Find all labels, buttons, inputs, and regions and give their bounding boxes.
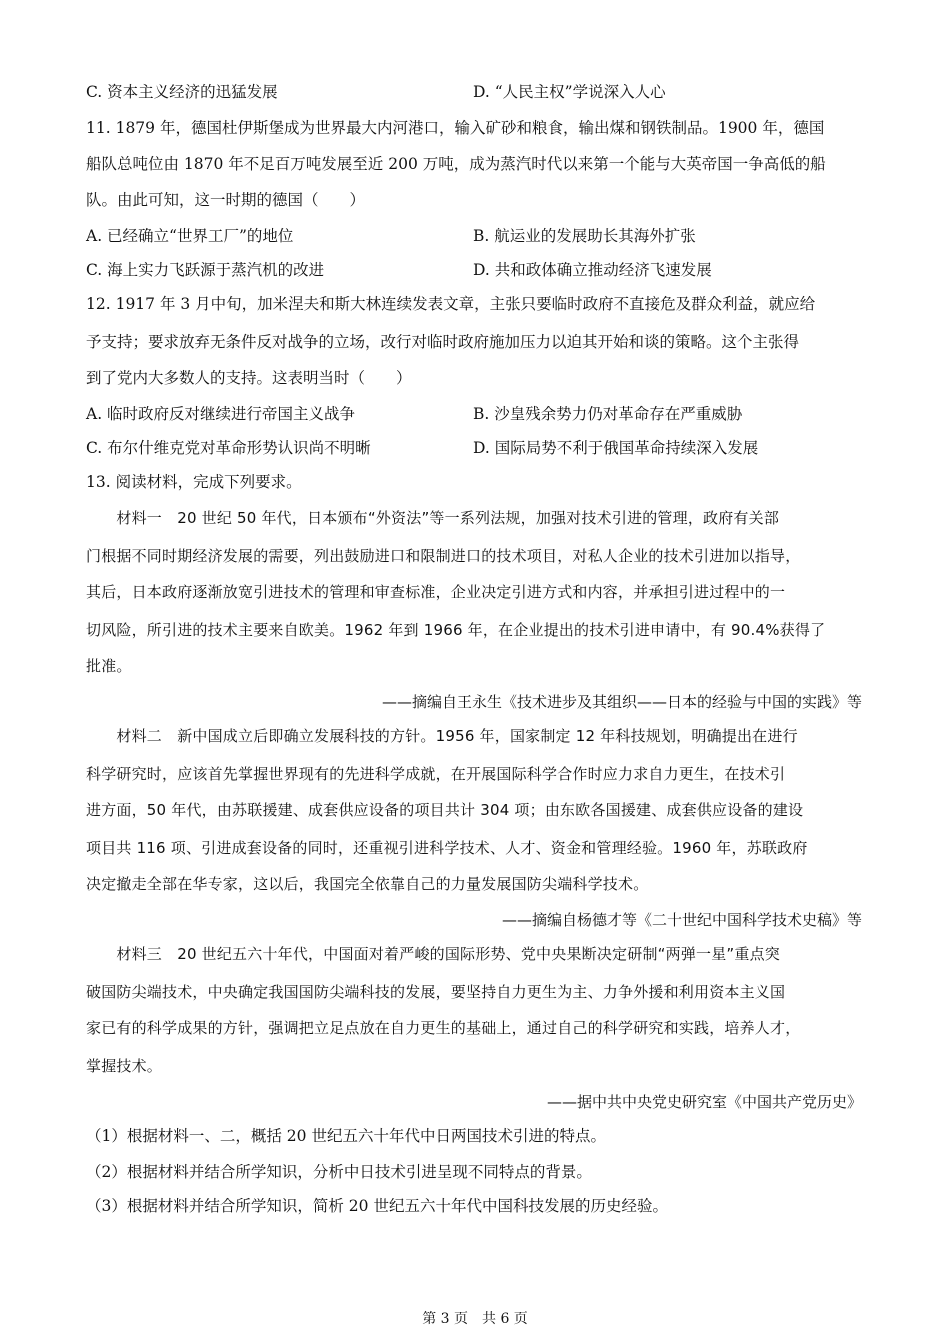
- q12-stem-line: 12. 1917 年 3 月中旬，加米涅夫和斯大林连续发表文章，主张只要临时政府不直接危及群众利益，就应给: [86, 295, 816, 313]
- material3-line: 掌握技术。: [86, 1057, 163, 1075]
- material3-source: ——据中共中央党史研究室《中国共产党历史》: [546, 1093, 862, 1111]
- material2-line: 决定撤走全部在华专家，这以后，我国完全依靠自己的力量发展国防尖端科学技术。: [86, 875, 649, 893]
- q11-option-b: B. 航运业的发展助长其海外扩张: [473, 227, 696, 245]
- q12-option-d: D. 国际局势不利于俄国革命持续深入发展: [473, 439, 759, 457]
- q11-option-d: D. 共和政体确立推动经济飞速发展: [473, 261, 712, 279]
- material1-source: ——摘编自王永生《技术进步及其组织——日本的经验与中国的实践》等: [381, 693, 862, 711]
- q13-sub-question: （1）根据材料一、二，概括 20 世纪五六十年代中日两国技术引进的特点。: [86, 1127, 606, 1145]
- q12-option-b: B. 沙皇残余势力仍对革命存在严重威胁: [473, 405, 743, 423]
- material3-line: 材料三 20 世纪五六十年代，中国面对着严峻的国际形势、党中央果断决定研制“两弹一星”重点突: [86, 945, 781, 963]
- q13-title: 13. 阅读材料，完成下列要求。: [86, 473, 302, 491]
- material1-line: 批准。: [86, 657, 132, 675]
- q13-sub-question: （3）根据材料并结合所学知识，简析 20 世纪五六十年代中国科技发展的历史经验。: [86, 1197, 668, 1215]
- material1-line: 切风险，所引进的技术主要来自欧美。1962 年到 1966 年，在企业提出的技术引进申请中，有 90.4%获得了: [86, 621, 826, 639]
- q13-sub-question: （2）根据材料并结合所学知识，分析中日技术引进呈现不同特点的背景。: [86, 1163, 592, 1181]
- q12-option-c: C. 布尔什维克党对革命形势认识尚不明晰: [86, 439, 371, 457]
- material2-line: 项目共 116 项、引进成套设备的同时，还重视引进科学技术、人才、资金和管理经验。1960 年，苏联政府: [86, 839, 808, 857]
- q10-option-d: D. “人民主权”学说深入人心: [473, 83, 666, 101]
- q12-option-a: A. 临时政府反对继续进行帝国主义战争: [86, 405, 356, 423]
- q11-stem-line: 队。由此可知，这一时期的德国（ ）: [86, 191, 366, 209]
- material1-line: 材料一 20 世纪 50 年代，日本颁布“外资法”等一系列法规，加强对技术引进的管理，政府有关部: [86, 509, 780, 527]
- material2-line: 材料二 新中国成立后即确立发展科技的方针。1956 年，国家制定 12 年科技规划，明确提出在进行: [86, 727, 798, 745]
- material1-line: 门根据不同时期经济发展的需要，列出鼓励进口和限制进口的技术项目，对私人企业的技术引进加以指导，: [86, 547, 801, 565]
- q12-stem-line: 到了党内大多数人的支持。这表明当时（ ）: [86, 369, 412, 387]
- q11-option-c: C. 海上实力飞跃源于蒸汽机的改进: [86, 261, 325, 279]
- material2-source: ——摘编自杨德才等《二十世纪中国科学技术史稿》等: [501, 911, 862, 929]
- material1-line: 其后，日本政府逐渐放宽引进技术的管理和审查标准，企业决定引进方式和内容，并承担引进过程中的一: [86, 583, 786, 601]
- q11-stem-line: 船队总吨位由 1870 年不足百万吨发展至近 200 万吨，成为蒸汽时代以来第一个能与大英帝国一争高低的船: [86, 155, 826, 173]
- material2-line: 科学研究时，应该首先掌握世界现有的先进科学成就，在开展国际科学合作时应力求自力更生，在技术引: [86, 765, 786, 783]
- material3-line: 家已有的科学成果的方针，强调把立足点放在自力更生的基础上，通过自己的科学研究和实践，培养人才，: [86, 1019, 801, 1037]
- q12-stem-line: 予支持；要求放弃无条件反对战争的立场，改行对临时政府施加压力以迫其开始和谈的策略。这个主张得: [86, 333, 800, 351]
- q10-option-c: C. 资本主义经济的迅猛发展: [86, 83, 278, 101]
- q11-option-a: A. 已经确立“世界工厂”的地位: [86, 227, 294, 245]
- material3-line: 破国防尖端技术，中央确定我国国防尖端科技的发展，要坚持自力更生为主、力争外援和利用资本主义国: [86, 983, 786, 1001]
- q11-stem-line: 11. 1879 年，德国杜伊斯堡成为世界最大内河港口，输入矿砂和粮食，输出煤和钢铁制品。1900 年，德国: [86, 119, 825, 137]
- material2-line: 进方面，50 年代，由苏联援建、成套供应设备的项目共计 304 项；由东欧各国援建、成套供应设备的建设: [86, 801, 804, 819]
- page-footer: 第 3 页 共 6 页: [422, 1311, 528, 1327]
